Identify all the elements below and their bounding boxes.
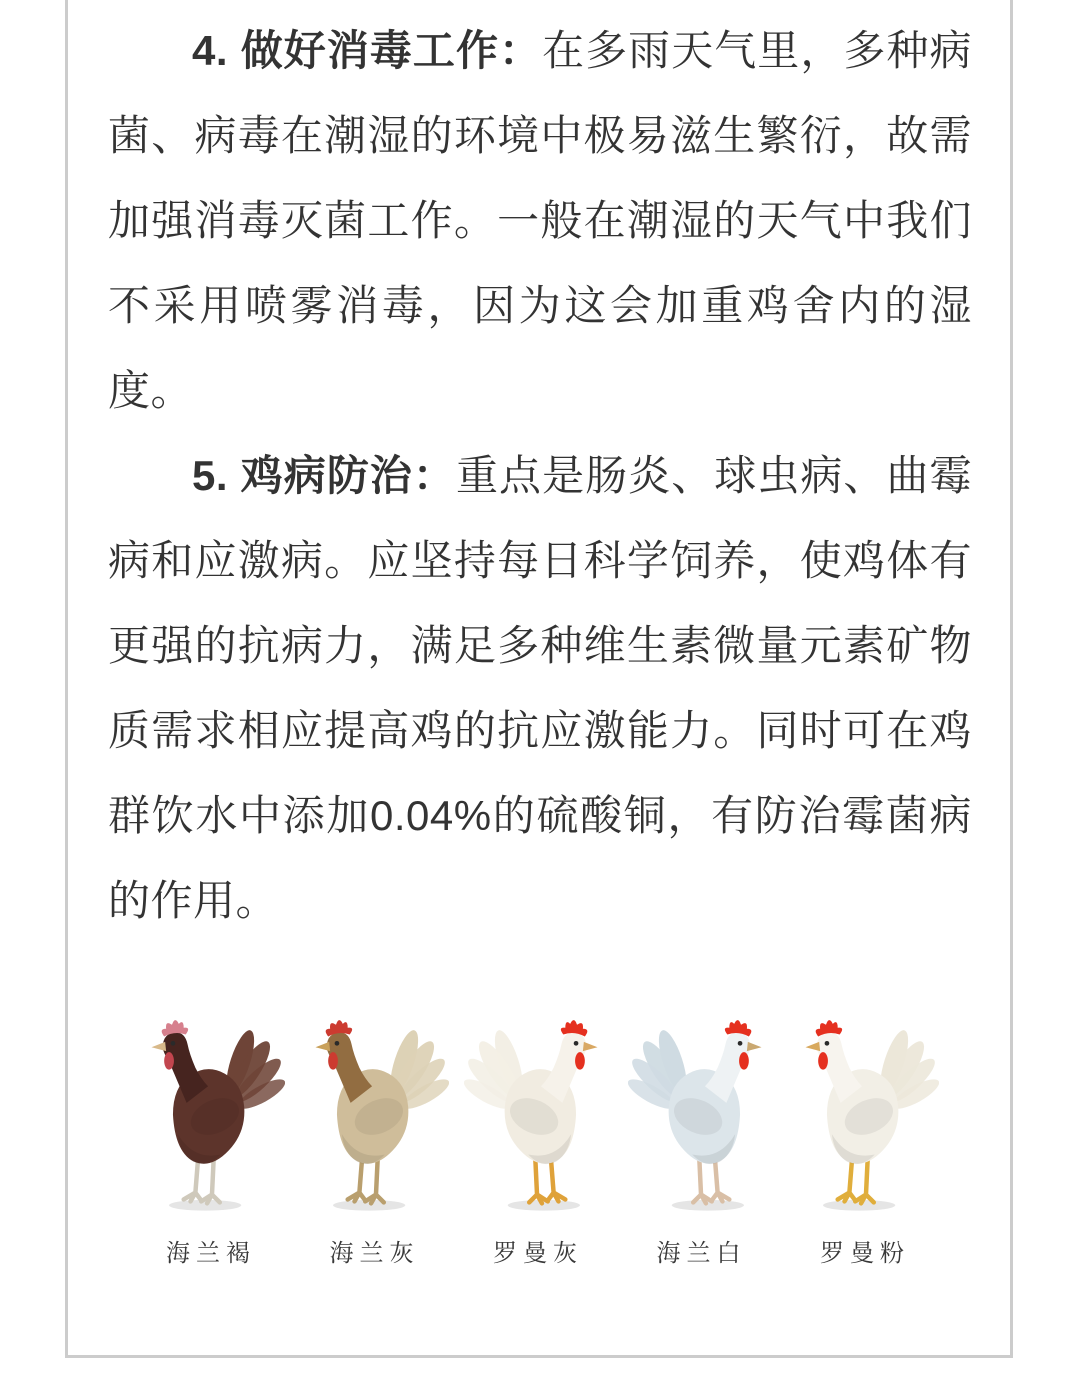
- chicken-beak: [315, 1042, 330, 1051]
- chicken-illustration: [791, 1017, 939, 1217]
- paragraph-4-heading: 4. 做好消毒工作：: [192, 27, 543, 74]
- chicken-beak: [805, 1042, 820, 1051]
- chicken-beak: [746, 1042, 761, 1051]
- chicken-wattle: [164, 1052, 174, 1070]
- breed-label: 罗曼灰: [493, 1240, 583, 1267]
- chicken-breeds-image: [108, 1017, 972, 1268]
- chicken-wattle: [818, 1052, 828, 1070]
- breed-label: 罗曼粉: [820, 1240, 910, 1267]
- chicken-eye: [825, 1041, 830, 1046]
- chicken-beak: [151, 1042, 166, 1051]
- breed-hyline-white: [621, 1017, 783, 1268]
- chicken-eye: [334, 1041, 339, 1046]
- chicken-wattle: [328, 1052, 338, 1070]
- paragraph-disinfection: [108, 8, 972, 433]
- chicken-illustration: [137, 1017, 285, 1217]
- breed-label: 海兰灰: [329, 1240, 420, 1267]
- paragraph-4-body: 在多雨天气里，多种病菌、病毒在潮湿的环境中极易滋生繁衍，故需加强消毒灭菌工作。一般在潮湿的天气中我们不采用喷雾消毒，因为这会加重鸡舍内的湿度。: [108, 27, 972, 414]
- chicken-beak: [583, 1042, 598, 1051]
- paragraph-5-body: 重点是肠炎、球虫病、曲霉病和应激病。应坚持每日科学饲养，使鸡体有更强的抗病力，满足多种维生素微量元素矿物质需求相应提高鸡的抗应激能力。同时可在鸡群饮水中添加0.04%的硫酸铜，有防治霉菌病的作用。: [108, 452, 972, 924]
- breed-hyline-brown: [130, 1017, 292, 1268]
- chicken-wattle: [575, 1052, 585, 1070]
- article-content-box: [65, 0, 1013, 1358]
- chicken-eye: [574, 1041, 579, 1046]
- paragraph-disease-prevention: [108, 433, 972, 943]
- chicken-illustration: [628, 1017, 776, 1217]
- breed-hyline-grey: [294, 1017, 456, 1268]
- breed-lohmann-grey: [457, 1017, 619, 1268]
- paragraph-5-heading: 5. 鸡病防治：: [192, 452, 456, 499]
- chicken-eye: [171, 1041, 176, 1046]
- breed-lohmann-pink: [784, 1017, 946, 1268]
- breed-label: 海兰褐: [166, 1240, 256, 1267]
- breed-label: 海兰白: [656, 1240, 747, 1267]
- chicken-illustration: [301, 1017, 449, 1217]
- chicken-illustration: [464, 1017, 612, 1217]
